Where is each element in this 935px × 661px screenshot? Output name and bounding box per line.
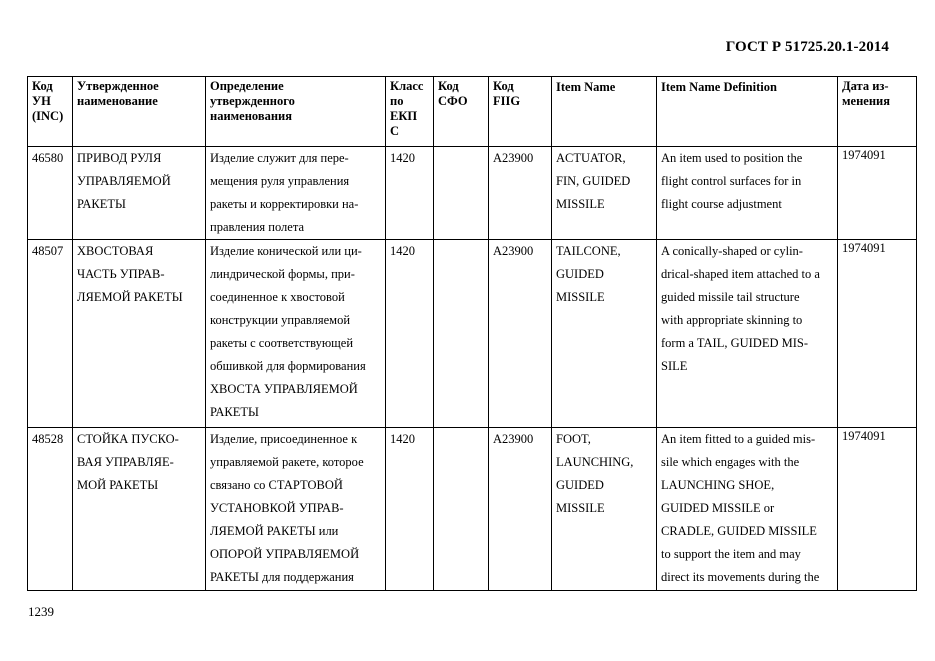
cell-inc: 46580 [28,147,73,240]
col-header-fiig-code: Код FIIG [489,77,552,147]
cell-item-name: ACTUATOR, FIN, GUIDED MISSILE [552,147,657,240]
col-header-ekps-class: Класс по ЕКП С [386,77,434,147]
registry-table [27,76,917,591]
col-header-item-name-definition: Item Name Definition [657,77,838,147]
cell-item-name-definition: A conically-shaped or cylin- drical-shaped item attached to a guided missile tail structure with appropriate skinning to form a TAIL, GUIDED MIS- SILE [657,240,838,428]
cell-approved-name: СТОЙКА ПУСКО- ВАЯ УПРАВЛЯЕ- МОЙ РАКЕТЫ [73,428,206,591]
cell-sfo-code [434,240,489,428]
cell-definition: Изделие конической или ци- линдрической формы, при- соединенное к хвостовой конструкции управляемой ракеты с соответствующей обшивкой для формирования ХВОСТА УПРАВЛЯЕМОЙ РАКЕТЫ [206,240,386,428]
page-number: 1239 [28,604,54,619]
document-code: ГОСТ Р 51725.20.1-2014 [725,39,889,55]
cell-change-date: 1974091 [838,147,917,240]
cell-inc: 48507 [28,240,73,428]
cell-item-name-definition: An item fitted to a guided mis- sile which engages with the LAUNCHING SHOE, GUIDED MISSILE or CRADLE, GUIDED MISSILE to support the item and may direct its movements during the [657,428,838,591]
col-header-sfo-code: Код СФО [434,77,489,147]
cell-fiig-code: A23900 [489,240,552,428]
table-row [28,428,917,591]
cell-ekps-class: 1420 [386,147,434,240]
cell-item-name: TAILCONE, GUIDED MISSILE [552,240,657,428]
table-row [28,147,917,240]
cell-change-date: 1974091 [838,240,917,428]
table-row [28,240,917,428]
cell-ekps-class: 1420 [386,240,434,428]
col-header-inc: Код УН (INC) [28,77,73,147]
cell-ekps-class: 1420 [386,428,434,591]
cell-definition: Изделие, присоединенное к управляемой ракете, которое связано со СТАРТОВОЙ УСТАНОВКОЙ УПРАВ- ЛЯЕМОЙ РАКЕТЫ или ОПОРОЙ УПРАВЛЯЕМОЙ РАКЕТЫ для поддержания [206,428,386,591]
cell-fiig-code: A23900 [489,147,552,240]
col-header-definition: Определение утвержденного наименования [206,77,386,147]
cell-inc: 48528 [28,428,73,591]
cell-change-date: 1974091 [838,428,917,591]
cell-item-name: FOOT, LAUNCHING, GUIDED MISSILE [552,428,657,591]
cell-fiig-code: A23900 [489,428,552,591]
cell-item-name-definition: An item used to position the flight control surfaces for in flight course adjustment [657,147,838,240]
col-header-item-name: Item Name [552,77,657,147]
col-header-approved-name: Утвержденное наименование [73,77,206,147]
col-header-change-date: Дата из- менения [838,77,917,147]
cell-approved-name: ПРИВОД РУЛЯ УПРАВЛЯЕМОЙ РАКЕТЫ [73,147,206,240]
table-header-row [28,77,917,147]
cell-approved-name: ХВОСТОВАЯ ЧАСТЬ УПРАВ- ЛЯЕМОЙ РАКЕТЫ [73,240,206,428]
cell-definition: Изделие служит для пере- мещения руля управления ракеты и корректировки на- правления полета [206,147,386,240]
cell-sfo-code [434,428,489,591]
cell-sfo-code [434,147,489,240]
